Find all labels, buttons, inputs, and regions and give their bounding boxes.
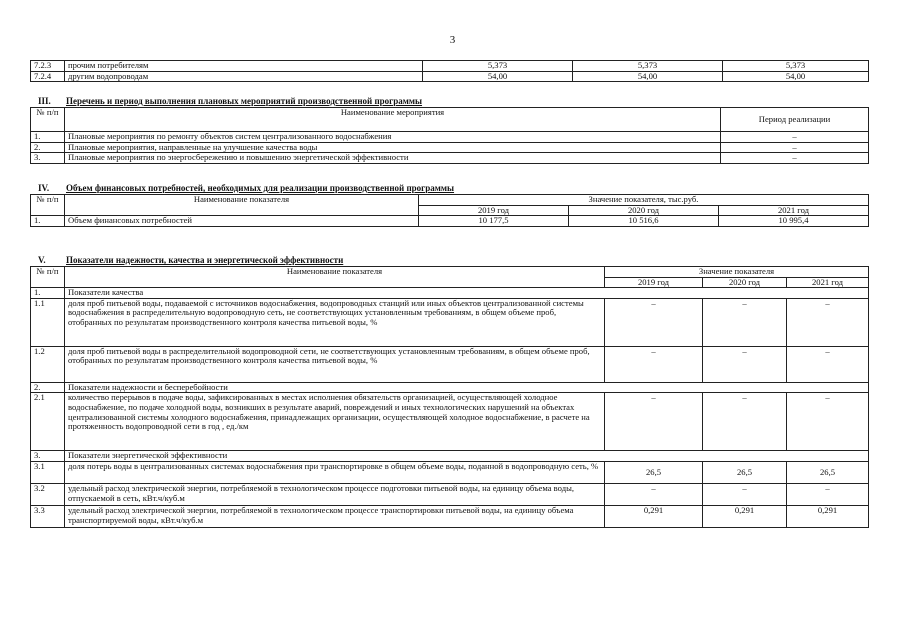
group-name: Показатели энергетической эффективности xyxy=(65,451,869,462)
row-number: 3.3 xyxy=(31,505,65,527)
row-number: 2.1 xyxy=(31,393,65,451)
row-number: 7.2.4 xyxy=(31,71,65,82)
table-header-row xyxy=(31,195,869,206)
value-2019: 0,291 xyxy=(605,505,703,527)
header-number: № п/п xyxy=(31,195,65,216)
section-title: Показатели надежности, качества и энергетической эффективности xyxy=(66,255,344,265)
value-2020: – xyxy=(703,298,787,346)
table-row xyxy=(31,216,869,227)
row-number: 3. xyxy=(31,153,65,164)
header-name: Наименование показателя xyxy=(65,267,605,288)
table-row xyxy=(31,346,869,382)
row-number: 1.2 xyxy=(31,346,65,382)
header-number: № п/п xyxy=(31,267,65,288)
header-value: Значение показателя, тыс.руб. xyxy=(419,195,869,206)
header-year-2020: 2020 год xyxy=(703,277,787,288)
table-row xyxy=(31,483,869,505)
header-name: Наименование мероприятия xyxy=(65,108,721,132)
header-number: № п/п xyxy=(31,108,65,132)
table-row xyxy=(31,505,869,527)
header-year-2019: 2019 год xyxy=(419,205,569,216)
group-name: Показатели надежности и бесперебойности xyxy=(65,382,869,393)
value-2020: 0,291 xyxy=(703,505,787,527)
row-number: 3.2 xyxy=(31,483,65,505)
value-2020: 10 516,6 xyxy=(569,216,719,227)
header-period: Период реализации xyxy=(721,108,869,132)
value-2019: 54,00 xyxy=(423,71,573,82)
group-row-energy-efficiency xyxy=(31,451,869,462)
value-2021: 5,373 xyxy=(723,61,869,72)
section-number: V. xyxy=(38,255,46,265)
section-title: Перечень и период выполнения плановых мероприятий производственной программы xyxy=(66,96,423,106)
row-period: – xyxy=(721,153,869,164)
row-name: Плановые мероприятия, направленные на улучшение качества воды xyxy=(65,142,721,153)
value-2021: – xyxy=(787,298,869,346)
row-number: 1.1 xyxy=(31,298,65,346)
row-name: Объем финансовых потребностей xyxy=(65,216,419,227)
table-7-2-continuation xyxy=(30,60,869,82)
row-name: Плановые мероприятия по ремонту объектов систем централизованного водоснабжения xyxy=(65,132,721,143)
row-number: 2. xyxy=(31,142,65,153)
row-name: удельный расход электрической энергии, потребляемой в технологическом процессе подготовки питьевой воды, на единицу объема воды, отпускаемой в сеть, кВт.ч/куб.м xyxy=(65,483,605,505)
table-row xyxy=(31,298,869,346)
value-2021: – xyxy=(787,393,869,451)
table-section-5 xyxy=(30,266,869,528)
row-name: доля потерь воды в централизованных системах водоснабжения при транспортировке в общем объеме воды, поданной в водопроводную сеть, % xyxy=(65,461,605,483)
value-2020: 54,00 xyxy=(573,71,723,82)
value-2021: – xyxy=(787,483,869,505)
row-name: другим водопроводам xyxy=(65,71,423,82)
value-2020: – xyxy=(703,346,787,382)
page-number: 3 xyxy=(449,34,456,46)
table-row xyxy=(31,61,869,72)
table-header-row xyxy=(31,267,869,278)
table-section-4 xyxy=(30,194,869,227)
value-2019: – xyxy=(605,393,703,451)
header-year-2019: 2019 год xyxy=(605,277,703,288)
table-row xyxy=(31,71,869,82)
section-number: IV. xyxy=(38,183,50,193)
value-2019: 26,5 xyxy=(605,461,703,483)
row-number: 3.1 xyxy=(31,461,65,483)
header-year-2020: 2020 год xyxy=(569,205,719,216)
table-row xyxy=(31,142,869,153)
row-number: 7.2.3 xyxy=(31,61,65,72)
table-section-3 xyxy=(30,107,869,164)
row-number: 1. xyxy=(31,288,65,299)
value-2019: – xyxy=(605,483,703,505)
row-number: 1. xyxy=(31,216,65,227)
row-name: Плановые мероприятия по энергосбережению и повышению энергетической эффективности xyxy=(65,153,721,164)
section-3-heading xyxy=(38,96,422,106)
value-2020: 26,5 xyxy=(703,461,787,483)
value-2020: – xyxy=(703,393,787,451)
row-name: доля проб питьевой воды в распределительной водопроводной сети, не соответствующих установленным требованиям, в общем объеме проб, отобранных по результатам производственного контроля качества питьевой воды, % xyxy=(65,346,605,382)
row-number: 3. xyxy=(31,451,65,462)
section-title: Объем финансовых потребностей, необходимых для реализации производственной программы xyxy=(66,183,455,193)
row-period: – xyxy=(721,142,869,153)
group-row-reliability xyxy=(31,382,869,393)
table-header-row xyxy=(31,108,869,132)
group-name: Показатели качества xyxy=(65,288,869,299)
header-value: Значение показателя xyxy=(605,267,869,278)
section-5-heading xyxy=(38,255,343,265)
value-2021: 54,00 xyxy=(723,71,869,82)
row-number: 1. xyxy=(31,132,65,143)
header-year-2021: 2021 год xyxy=(787,277,869,288)
table-row xyxy=(31,461,869,483)
value-2021: 0,291 xyxy=(787,505,869,527)
row-name: количество перерывов в подаче воды, зафиксированных в местах исполнения обязательств организацией, осуществляющей холодное водоснабжение, по подаче холодной воды, возникших в результате аварий, повреждений и иных технологических нарушений на объектах централизованной системы холодного водоснабжения, принадлежащих организации, осуществляющей холодное водоснабжение, в расчете на протяженность водопроводной сети в год , ед./км xyxy=(65,393,605,451)
section-4-heading xyxy=(38,183,454,193)
group-row-quality xyxy=(31,288,869,299)
value-2020: – xyxy=(703,483,787,505)
value-2019: 5,373 xyxy=(423,61,573,72)
value-2019: 10 177,5 xyxy=(419,216,569,227)
table-row xyxy=(31,153,869,164)
table-row xyxy=(31,132,869,143)
value-2021: – xyxy=(787,346,869,382)
value-2021: 10 995,4 xyxy=(719,216,869,227)
section-number: III. xyxy=(38,96,51,106)
row-name: доля проб питьевой воды, подаваемой с источников водоснабжения, водопроводных станций или иных объектов централизованной системы водоснабжения в распределительную водопроводную сеть, не соответствующих установленным требованиям, в общем объеме проб, отобранных по результатам производственного контроля качества питьевой воды, % xyxy=(65,298,605,346)
row-number: 2. xyxy=(31,382,65,393)
value-2020: 5,373 xyxy=(573,61,723,72)
table-row xyxy=(31,393,869,451)
header-name: Наименование показателя xyxy=(65,195,419,216)
row-name: прочим потребителям xyxy=(65,61,423,72)
row-name: удельный расход электрической энергии, потребляемой в технологическом процессе транспортировки питьевой воды, на единицу объема транспортируемой воды, кВт.ч/куб.м xyxy=(65,505,605,527)
header-year-2021: 2021 год xyxy=(719,205,869,216)
row-period: – xyxy=(721,132,869,143)
value-2019: – xyxy=(605,346,703,382)
value-2021: 26,5 xyxy=(787,461,869,483)
value-2019: – xyxy=(605,298,703,346)
